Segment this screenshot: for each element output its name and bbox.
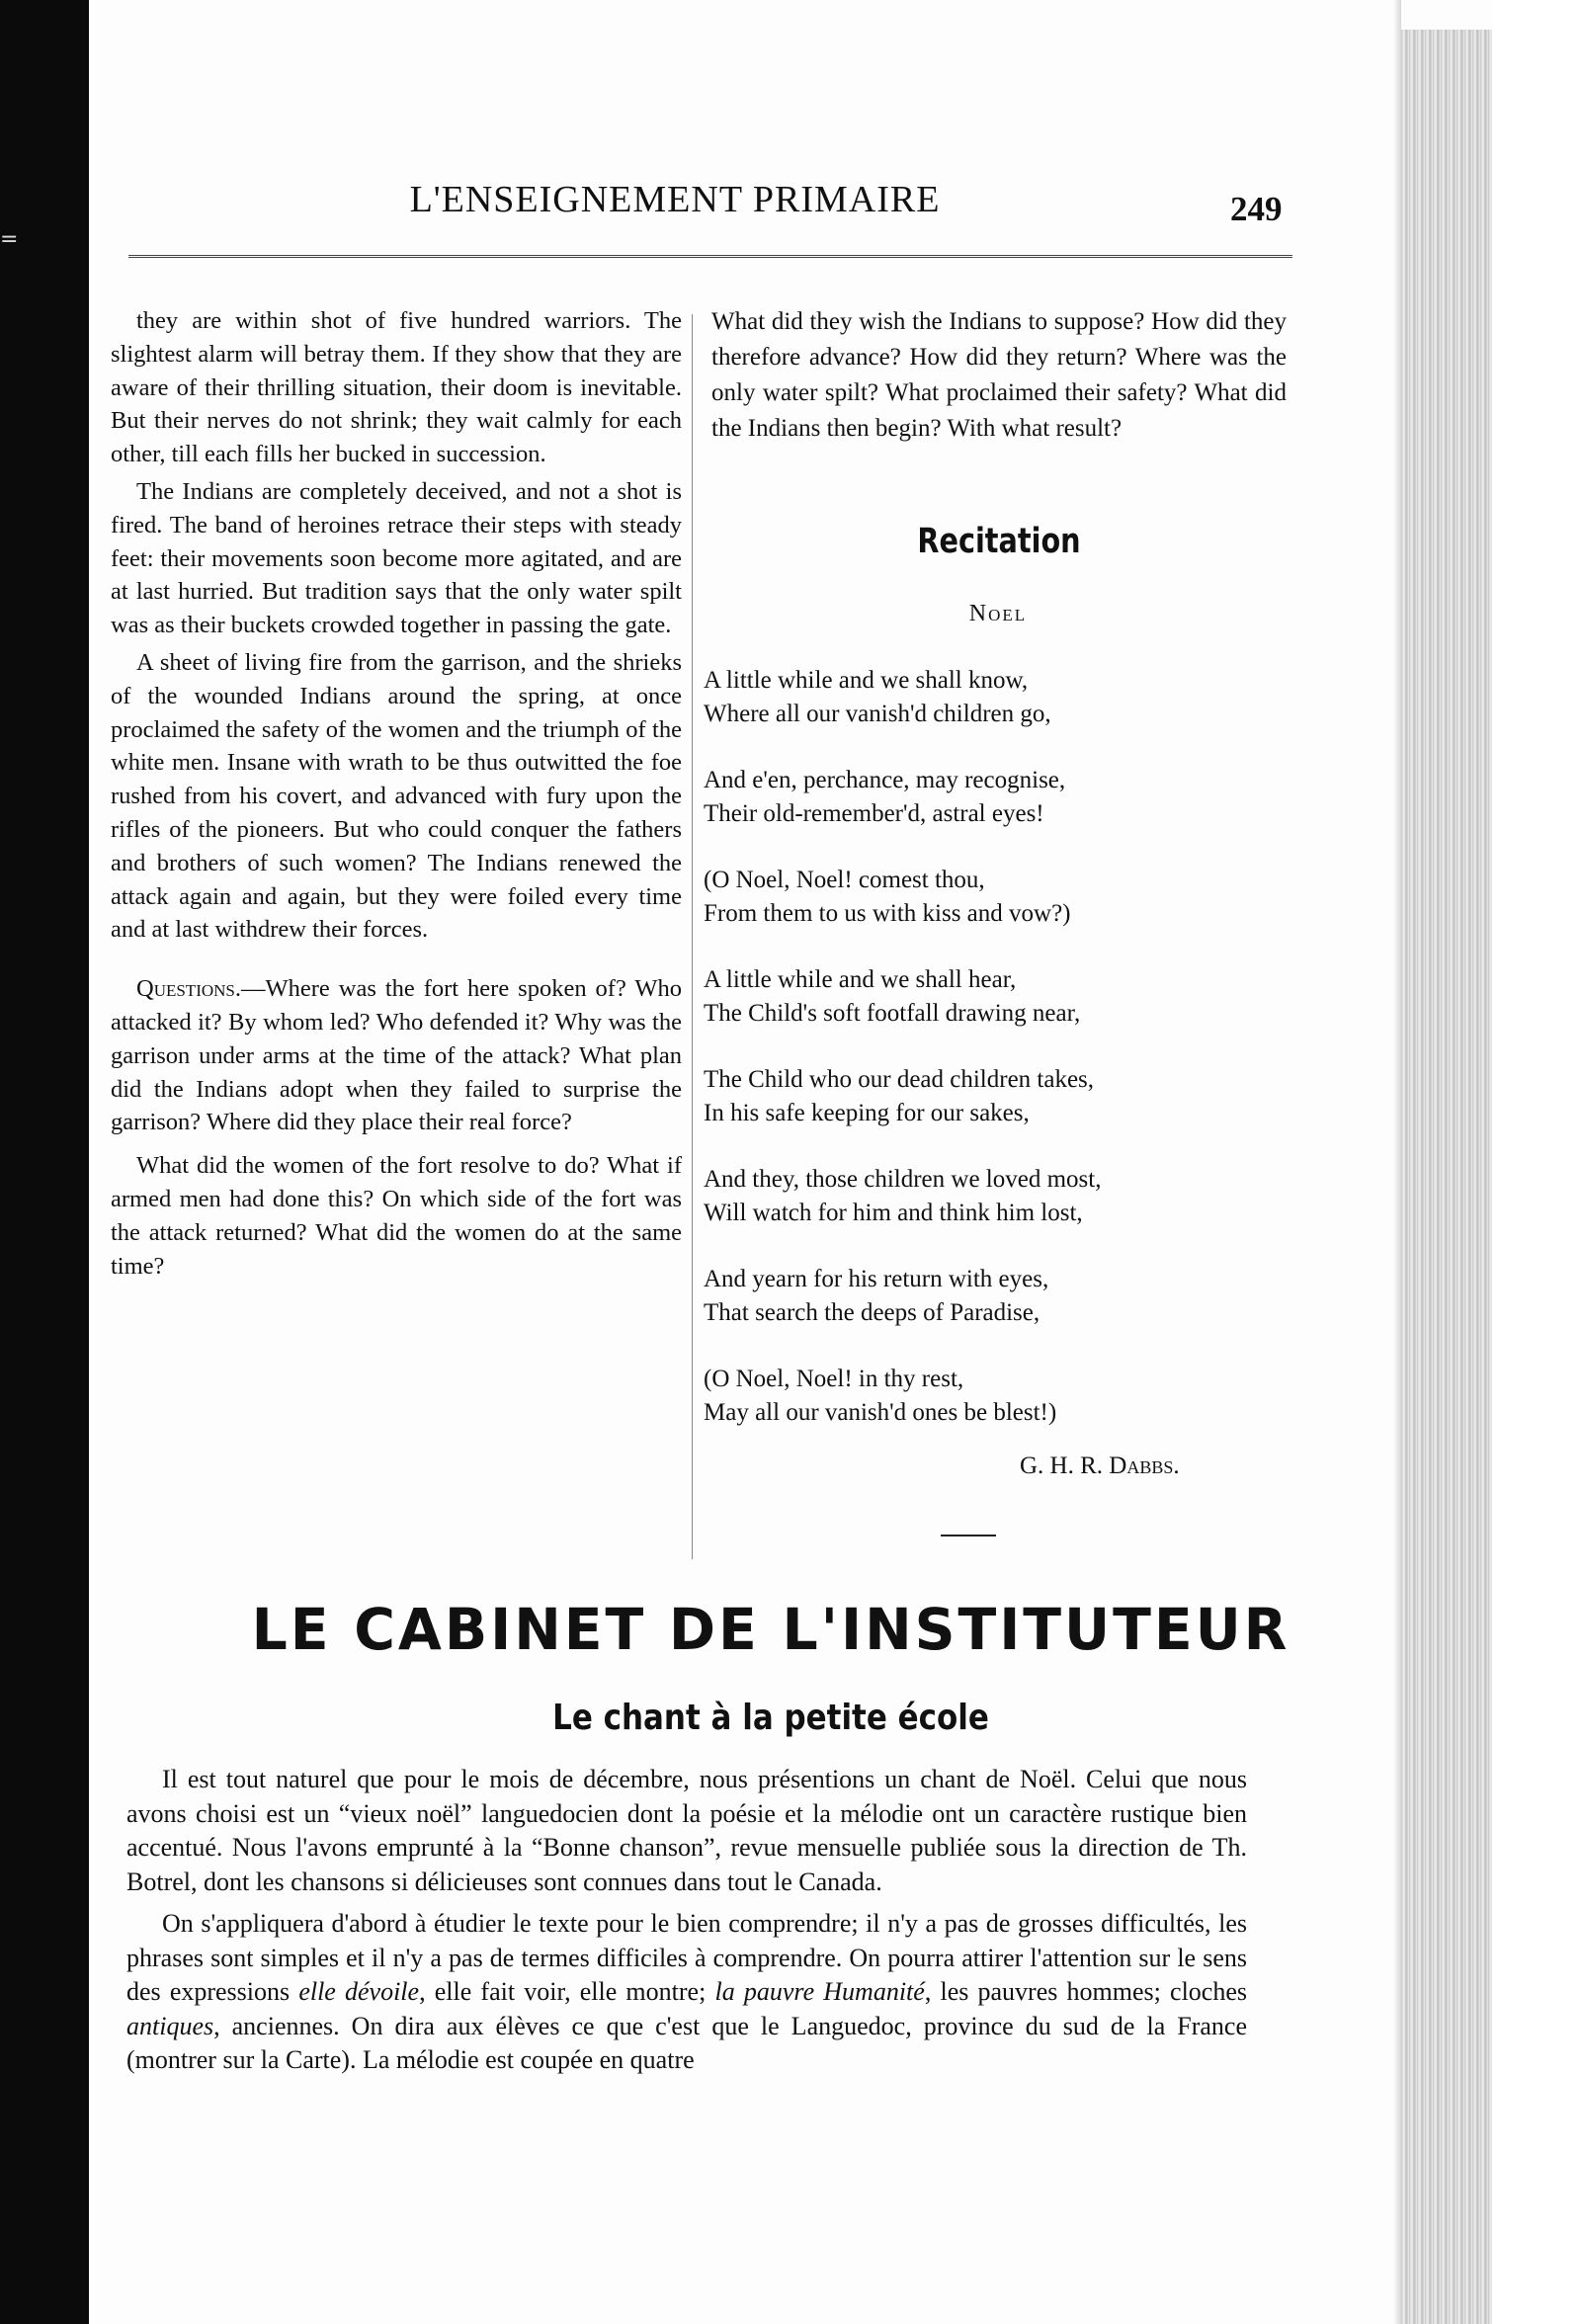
poem-line: From them to us with kiss and vow?)	[704, 900, 1071, 927]
poem	[704, 664, 1296, 1462]
questions-text: —Where was the fort here spoken of? Who attacked it? By whom led? Who defended it? Why was the garrison under arms at the time of the attack? What plan did the Indians adopt when they failed to surprise the garrison? Where did they place their real force?	[111, 975, 682, 1136]
running-header-title: L'ENSEIGNEMENT PRIMAIRE	[409, 179, 941, 220]
story-paragraph: A sheet of living fire from the garrison, and the shrieks of the wounded Indians around the spring, at once proclaimed the safety of the women and the triumph of the white men. Insane with wrath to be thus outwitted the foe rushed from his covert, and advanced with fury upon the rifles of the pioneers. But who could conquer the fathers and brothers of such women? The Indians renewed the attack again and again, but they were foiled every time and at last withdrew their forces.	[111, 648, 682, 944]
section-title: LE CABINET DE L'INSTITUTEUR	[251, 1596, 1290, 1663]
poem-line: And e'en, perchance, may recognise,	[704, 767, 1066, 793]
column-divider	[692, 314, 693, 1559]
poem-line: In his safe keeping for our sakes,	[704, 1100, 1030, 1126]
section-subtitle: Le chant à la petite école	[552, 1698, 989, 1738]
right-column	[711, 304, 1287, 447]
poem-line: (O Noel, Noel! comest thou,	[704, 867, 985, 893]
section-emphasis: elle dévoile	[298, 1977, 420, 2006]
poem-line: May all our vanish'd ones be blest!)	[704, 1399, 1057, 1426]
poem-line: A little while and we shall hear,	[704, 966, 1017, 993]
poem-stanza	[704, 963, 1296, 1031]
poem-stanza	[704, 1063, 1296, 1130]
poem-stanza	[704, 664, 1296, 731]
section-separator-rule	[941, 1535, 996, 1536]
story-paragraph: The Indians are completely deceived, and not a shot is fired. The band of heroines retrace their steps with steady feet: their movements soon become more agitated, and are at last hurried. But tradition says that the only water spilt was as their buckets crowded together in passing the gate.	[111, 477, 682, 639]
poem-stanza	[704, 1163, 1296, 1230]
poem-stanza	[704, 1263, 1296, 1330]
section-text: , anciennes. On dira aux élèves ce que c'est que le Languedoc, province du sud de la France (montrer sur la Carte). La mélodie est coupée en quatre	[126, 2011, 1247, 2074]
binding-margin-mark: =	[0, 227, 19, 252]
section-text: , les pauvres hommes; cloches	[924, 1977, 1247, 2006]
section-text: , elle fait voir, elle montre;	[419, 1977, 715, 2006]
left-column	[111, 304, 682, 1283]
poem-stanza	[704, 1363, 1296, 1430]
questions-paragraph	[111, 972, 682, 1139]
poem-line: And yearn for his return with eyes,	[704, 1266, 1049, 1292]
poem-line: The Child's soft footfall drawing near,	[704, 1000, 1081, 1027]
page-number: 249	[1230, 190, 1283, 228]
poem-line: Will watch for him and think him lost,	[704, 1200, 1083, 1226]
page-curl-shadow	[1393, 0, 1401, 2324]
section-paragraph: Il est tout naturel que pour le mois de décembre, nous présentions un chant de Noël. Celui que nous avons choisi est un “vieux noël” languedocien dont la poésie et la mélodie ont un caractère rustique bien accentué. Nous l'avons emprunté à la “Bonne chanson”, revue mensuelle publiée sous la direction de Th. Botrel, dont les chansons si délicieuses sont connues dans tout le Canada.	[126, 1765, 1247, 1896]
poem-stanza	[704, 764, 1296, 831]
poem-line: And they, those children we loved most,	[704, 1166, 1102, 1193]
poem-line: A little while and we shall know,	[704, 667, 1029, 694]
poem-title: Noel	[968, 601, 1028, 626]
section-body	[126, 1763, 1247, 2078]
poem-line: Their old-remember'd, astral eyes!	[704, 800, 1044, 827]
section-emphasis: antiques	[126, 2011, 214, 2040]
book-binding-shadow	[0, 0, 89, 2324]
poem-line: That search the deeps of Paradise,	[704, 1299, 1040, 1326]
section-emphasis: la pauvre Humanité	[714, 1977, 925, 2006]
questions-label: Questions.	[136, 975, 241, 1003]
section-paragraph	[126, 1907, 1247, 2078]
header-rule	[128, 255, 1292, 258]
section-text: On s'appliquera d'abord à étudier le texte pour le bien comprendre; il n'y a pas de grosses difficultés, les phrases sont simples et il n'y a pas de termes difficiles à comprendre. On pourra attirer l'attention sur le sens des expressions	[126, 1909, 1247, 2006]
poem-author-signature: G. H. R. Dabbs.	[1020, 1452, 1180, 1479]
questions-paragraph-2: What did the women of the fort resolve to do? What if armed men had done this? On which side of the fort was the attack returned? What did the women do at the same time?	[111, 1152, 682, 1280]
poem-line: Where all our vanish'd children go,	[704, 701, 1051, 727]
poem-stanza	[704, 864, 1296, 931]
poem-line: (O Noel, Noel! in thy rest,	[704, 1366, 964, 1392]
recitation-heading: Recitation	[917, 522, 1081, 561]
questions-continued: What did they wish the Indians to suppose? How did they therefore advance? How did they return? Where was the only water spilt? What proclaimed their safety? What did the Indians then begin? With what result?	[711, 308, 1287, 442]
poem-line: The Child who our dead children takes,	[704, 1066, 1095, 1093]
page-stack-edge	[1401, 30, 1492, 2324]
story-paragraph: they are within shot of five hundred warriors. The slightest alarm will betray them. If they show that they are aware of their thrilling situation, their doom is inevitable. But their nerves do not shrink; they wait calmly for each other, till each fills her bucked in succession.	[111, 307, 682, 468]
